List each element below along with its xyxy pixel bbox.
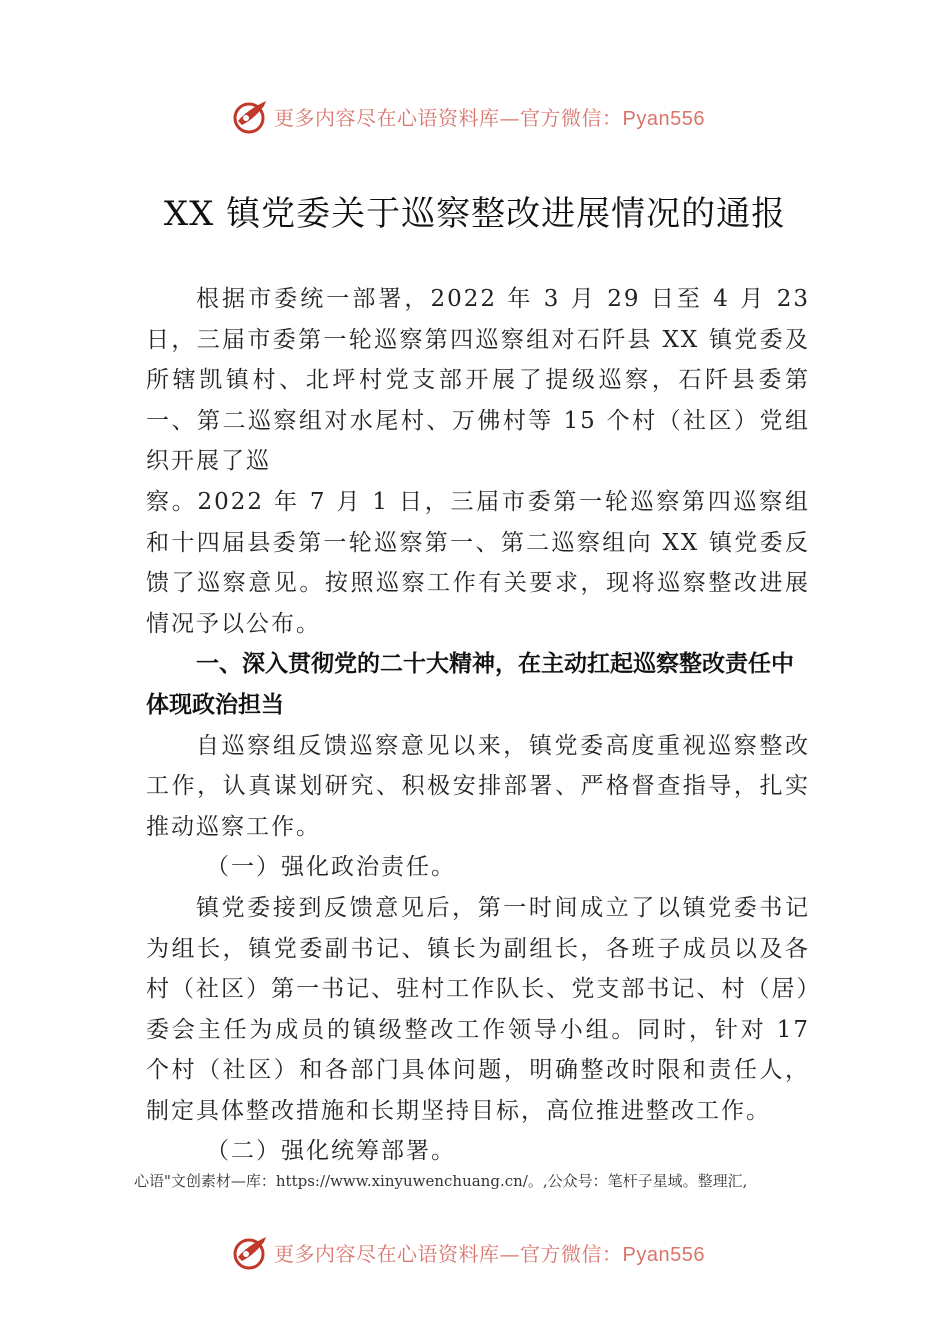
header-banner [232, 96, 705, 136]
wechat-id: Pyan556 [622, 1243, 705, 1266]
section-heading-1: 一、深入贯彻党的二十大精神，在主动扛起巡察整改责任中体现政治担当 [146, 651, 794, 718]
document-title: XX 镇党委关于巡察整改进展情况的通报 [163, 194, 787, 234]
wechat-id: Pyan556 [622, 107, 705, 130]
paragraph-intro-continued: 察。2022 年 7 月 1 日，三届市委第一轮巡察第四巡察组和十四届县委第一轮巡察第一、第二巡察组向 XX 镇党委反馈了巡察意见。按照巡察工作有关要求，现将巡察整改进展情况予以公布。 [146, 488, 810, 637]
subheading-1: （一）强化政治责任。 [206, 854, 456, 881]
footer-banner [232, 1232, 705, 1272]
footer-note: 心语"文创素材—库：https://www.xinyuwenchuang.cn/。,公众号：笔杆子星域。整理汇, [134, 1172, 748, 1190]
paragraph-intro: 根据市委统一部署，2022 年 3 月 29 日至 4 月 23 日，三届市委第一轮巡察第四巡察组对石阡县 XX 镇党委及所辖凯镇村、北坪村党支部开展了提级巡察，石阡县委第一、第二巡察组对水尾村、万佛村等 15 个村（社区）党组织开展了巡 [146, 286, 810, 475]
pen-nib-logo-icon [232, 1233, 270, 1271]
banner-text: 更多内容尽在心语资料库—官方微信：Pyan556 [274, 105, 705, 130]
pen-nib-logo-icon [232, 97, 270, 135]
paragraph-subsection-1: 镇党委接到反馈意见后，第一时间成立了以镇党委书记为组长，镇党委副书记、镇长为副组长，各班子成员以及各村（社区）第一书记、驻村工作队长、党支部书记、村（居）委会主任为成员的镇级整改工作领导小组。同时，针对 17 个村（社区）和各部门具体问题，明确整改时限和责任人，制定具体整改措施和长期坚持目标，高位推进整改工作。 [146, 894, 810, 1124]
subheading-2: （二）强化统筹部署。 [206, 1138, 456, 1165]
document-body [146, 279, 810, 1172]
paragraph-section-1: 自巡察组反馈巡察意见以来，镇党委高度重视巡察整改工作，认真谋划研究、积极安排部署、严格督查指导，扎实推动巡察工作。 [146, 732, 810, 840]
banner-text: 更多内容尽在心语资料库—官方微信：Pyan556 [274, 1241, 705, 1266]
